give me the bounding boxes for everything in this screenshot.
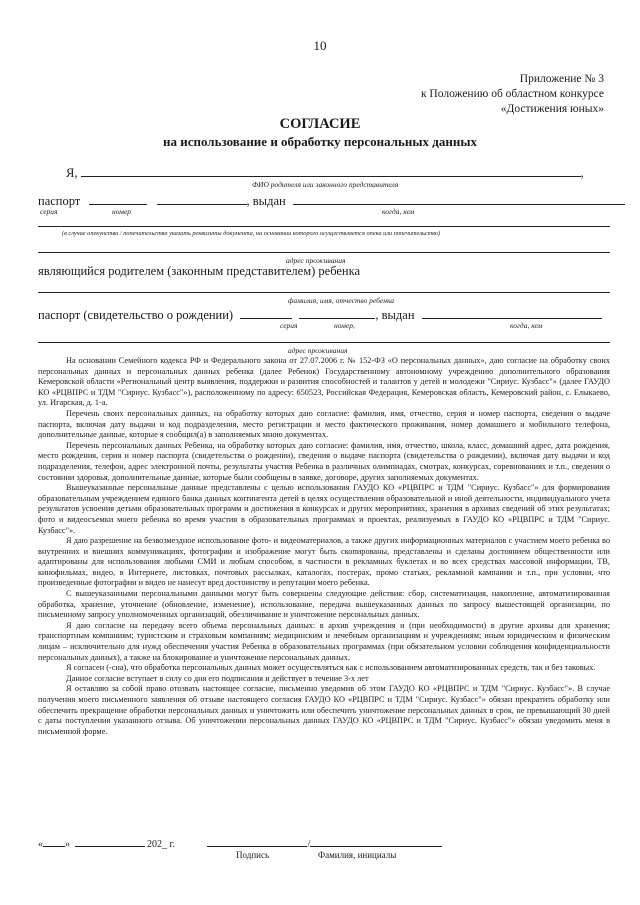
name-initials-field[interactable] [310, 836, 442, 847]
child-passport-series-field[interactable] [240, 306, 292, 319]
paragraph-validity: Данное согласие вступает в силу со дня его подписания и действует в течение 3-х лет [66, 673, 369, 683]
child-address-hint: адрес проживания [288, 346, 348, 355]
signature-slash: / [307, 839, 311, 850]
passport-number-field[interactable] [157, 192, 247, 205]
signature-row [38, 836, 442, 850]
paragraph-processing-method: Я согласен (-сна), что обработка персональных данных может осуществляться как с использованием автоматизированных средств, так и без таковых. [66, 663, 596, 673]
date-month-field[interactable] [75, 836, 145, 847]
date-close-quote: » [65, 839, 70, 850]
parent-address-hint: адрес проживания [286, 256, 346, 265]
paragraph-revocation: Я оставляю за собой право отозвать настоящее согласие, письменно уведомив об этом ГАУДО КО «РЦВПРС и ТДМ "Сириус. Кузбасс"». В случае получения моего письменного заявления об отзыве настоящего согласия ГАУДО КО «РЦВПРС и ТДМ "Сириус. Кузбасс"» обязан прекратить обработку или обеспечить прекращение обработки персональных данных и уничтожить или обеспечить уничтожение персональных данных в срок, не превышающий 30 дней с даты поступления указанного отзыва. Об уничтожении персональных данных ГАУДО КО «РЦВПРС и ТДМ "Сириус. Кузбасс"» обязан уведомить меня в письменной форме. [38, 684, 610, 736]
child-issued-label: , выдан [375, 308, 415, 322]
comma: , [580, 166, 584, 180]
paragraph-legal-basis: На основании Семейного кодекса РФ и Федерального закона от 27.07.2006 г. № 152-ФЗ «О персональных данных», даю согласие на обработку своих персональных данных и персональных данных ребенка (далее Ребенок) Государственному автономному учреждению дополнительного образования Кемеровской области «Региональный центр выявления, поддержки и развития способностей и талантов у детей и молодежи "Сириус. Кузбасс"» (далее ГАУДО КО «РЦВПРС и ТДМ "Сириус. Кузбасс"»), расположенному по адресу: 650523, Российская Федерация, Кемеровская область, Кемеровский район, с. Елыкаево, ул. Игарская, д. 1-а. [38, 356, 610, 408]
signature-field[interactable] [207, 836, 307, 847]
child-passport-label: паспорт (свидетельство о рождении) [38, 308, 234, 322]
date-day-field[interactable] [43, 836, 65, 847]
page-number: 10 [313, 38, 327, 53]
paragraph-purpose: Вышеуказанные персональные данные представлены с целью использования ГАУДО КО «РЦВПРС и ТДМ "Сириус. Кузбасс"» для формирования образовательным учреждением единого банка данных контингента детей в целях осуществления образовательной и иной деятельности, индивидуального учета результатов усвоения детьми образовательных программ и достижения в конкурсах и других мероприятиях, хранения в архивах сведений об этих результатах; фото и видеосъемки моего ребенка во время участия в образовательных программах и проектах, реализуемых в ГАУДО КО «РЦВПРС и ТДМ "Сириус. Кузбасс"». [38, 483, 610, 535]
child-passport-number-field[interactable] [299, 306, 375, 319]
number-hint: номер [112, 207, 132, 216]
child-fio-field[interactable] [38, 292, 610, 293]
child-fio-hint: фамилия, имя, отчество ребенка [288, 296, 395, 305]
parent-address-field[interactable] [38, 252, 610, 253]
issued-label: , выдан [246, 194, 286, 208]
document-subtitle: на использование и обработку персональных данных [162, 134, 478, 149]
paragraph-transfer: Я даю согласие на передачу всего объема персональных данных: в архив учреждения и (при необходимости) в другие архивы для хранения; транспортным компаниям; туристским и страховым компаниям; медицинским и лечебным организациям и учреждениям; иным юридическим и физическим лицам – исключительно для нужд обеспечения участия Ребенка в образовательных программах (при обязательном условии соблюдения конфиденциальности персональных данных), а также на блокирование и уничтожение персональных данных. [38, 620, 610, 662]
guardianship-hint: (в случае опекунства / попечительства указать реквизиты документа, на основании которого осуществляется опека или попечительство) [62, 230, 441, 237]
consent-body [38, 356, 610, 737]
passport-continuation-field[interactable] [38, 226, 610, 227]
paragraph-media-permission: Я даю разрешение на безвозмездное использование фото- и видеоматериалов, а также других информационных материалов с участием моего ребенка во внутренних и внешних коммуникациях, фотографии и изображение могут быть скопированы, представлены и сделаны достоянием общественности или адаптированы для использования любыми СМИ и любым способом, в частности в рекламных буклетах и во всех средствах массовой информации, ТВ, кинофильмах, видео, в Интернете, листовках, почтовых рассылках, каталогах, постерах, промо статьях, рекламной кампании и т.п., при условии, что произведенные фотографии и видео не нанесут вред достоинству и репутации моего ребенка. [38, 536, 610, 588]
when-by-hint: когда, кем [382, 207, 415, 216]
date-year: 202_ г. [147, 839, 175, 850]
paragraph-own-data: Перечень своих персональных данных, на обработку которых даю согласие: фамилия, имя, отчество, серия и номер паспорта, сведения о выдаче паспорта, включая дату выдачи и код подразделения, место регистрации и место фактического проживания, номер домашнего и мобильного телефона, дополнительные данные, которые я сообщил(а) в заполняемых мною документах. [38, 408, 610, 440]
appendix-line-1: Приложение № 3 [519, 73, 604, 85]
date-open-quote: « [38, 839, 43, 850]
parent-of-label: являющийся родителем (законным представителем) ребенка [38, 264, 361, 278]
passport-issued-field[interactable] [293, 192, 625, 205]
series-hint: серия [40, 207, 58, 216]
child-address-field[interactable] [38, 342, 610, 343]
signature-caption: Подпись [236, 850, 270, 860]
child-when-by-hint: когда, кем [510, 321, 543, 330]
parent-of-row [38, 264, 610, 279]
child-passport-issued-field[interactable] [422, 306, 602, 319]
appendix-line-2: к Положению об областном конкурсе [420, 88, 604, 100]
paragraph-child-data: Перечень персональных данных Ребенка, на обработку которых даю согласие: фамилия, имя, отчество, школа, класс, домашний адрес, дата рождения, место рождения, серия и номер паспорта (свидетельства о рождении), сведения о выдаче паспорта (свидетельства о рождении), включая дату выдачи и код подразделения, телефон, адрес электронной почты, результаты участия Ребенка в различных олимпиадах, смотрах, конкурсах, соревнованиях и т.п., сведения о состоянии здоровья, дополнительные данные, которые были сообщены в заявке, договоре, других заполняемых документах. [38, 440, 610, 482]
parent-fio-hint: ФИО родителя или законного представителя [252, 180, 399, 189]
appendix-header [421, 72, 604, 117]
paragraph-actions: С вышеуказанными персональными данными могут быть совершены следующие действия: сбор, систематизация, накопление, автоматизированная обработка, хранение, уточнение (обновление, изменение), использование, передача вышеуказанных данных по запросу вышестоящей организации, по письменному запросу уполномоченных организаций, обезличивание и уничтожение персональных данных. [38, 589, 610, 620]
i-label: Я, [66, 166, 78, 180]
child-number-hint: номер, [334, 321, 355, 330]
name-initials-caption: Фамилия, инициалы [318, 850, 397, 860]
passport-series-field[interactable] [89, 192, 147, 205]
child-series-hint: серия [280, 321, 298, 330]
passport-label: паспорт [38, 194, 81, 208]
appendix-line-3: «Достижения юных» [500, 103, 604, 115]
document-title: СОГЛАСИЕ [279, 116, 361, 132]
parent-fio-field[interactable] [81, 164, 581, 177]
parent-fio-row [38, 164, 610, 181]
